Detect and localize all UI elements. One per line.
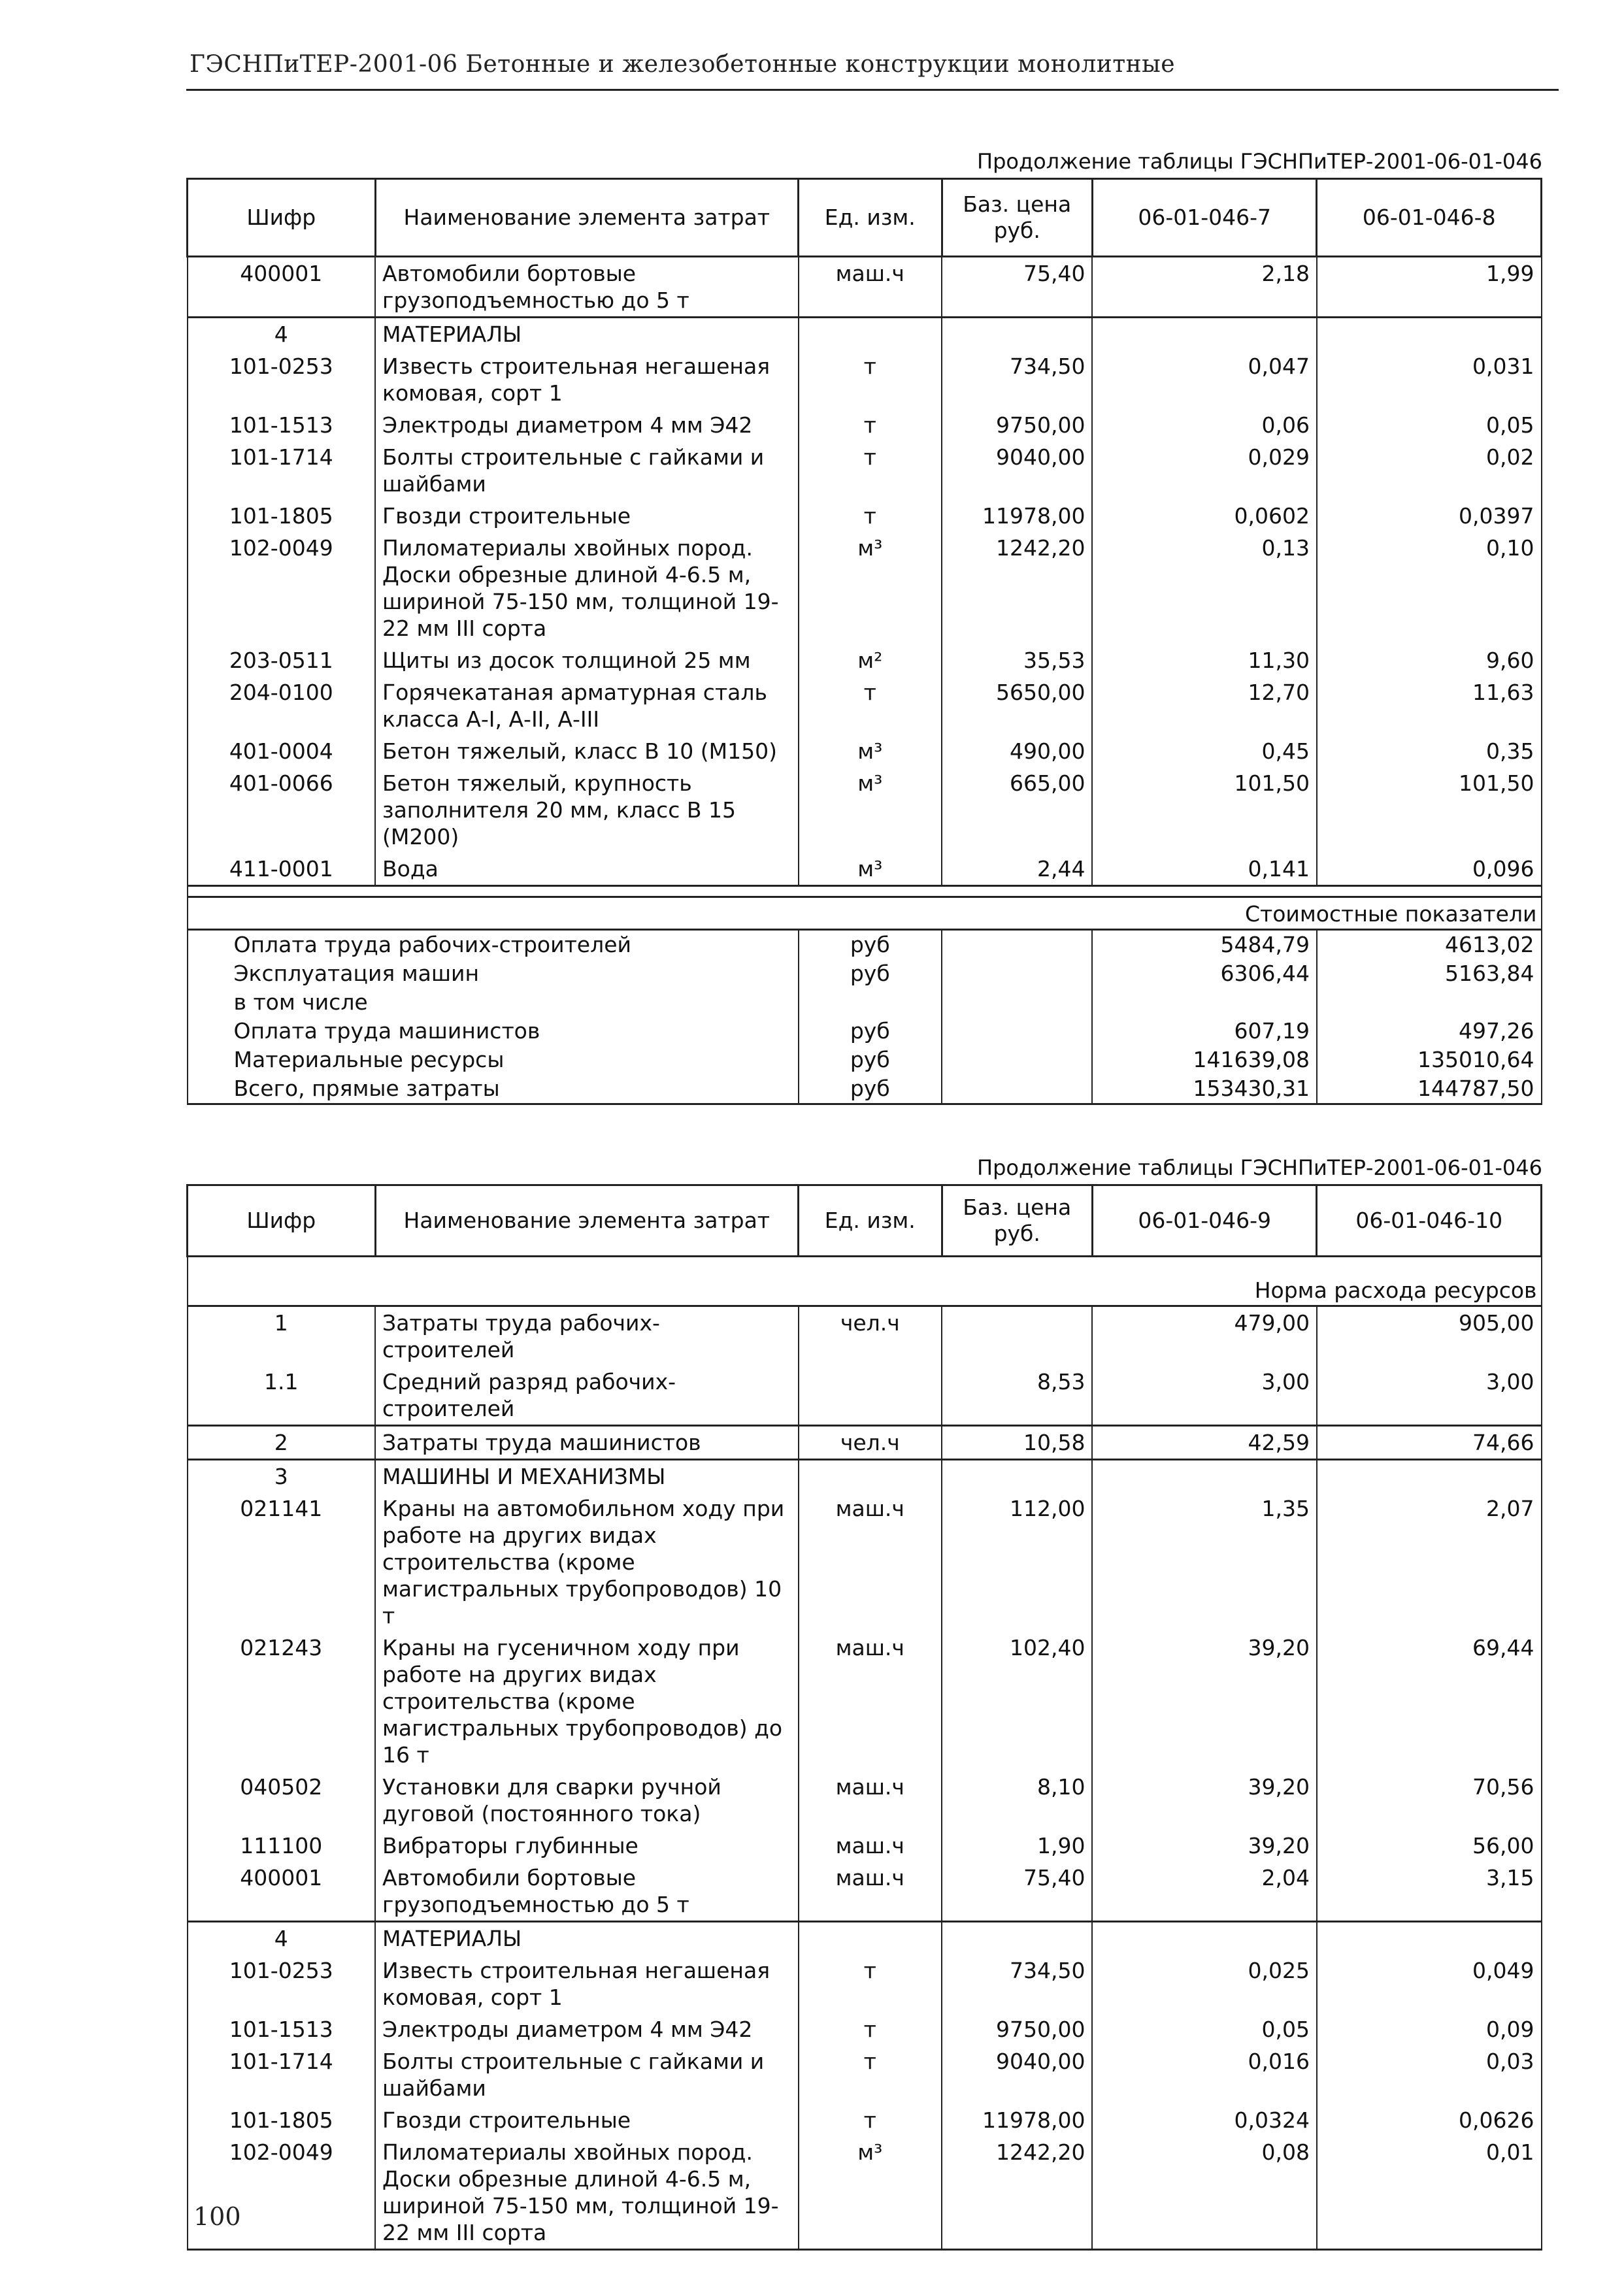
- table-row: [188, 853, 1542, 886]
- value-cell: 5163,84: [1317, 959, 1542, 988]
- value-cell: 3,15: [1317, 1862, 1542, 1922]
- table-row: [188, 1493, 1542, 1632]
- code-cell: 411-0001: [188, 853, 376, 886]
- value-cell: [1317, 1460, 1542, 1493]
- name-cell: Бетон тяжелый, класс В 10 (М150): [375, 735, 799, 767]
- table-row: [188, 318, 1542, 351]
- page-number: 100: [193, 2202, 241, 2231]
- value-cell: 144787,50: [1317, 1074, 1542, 1104]
- spacer-cell: [188, 886, 1542, 897]
- unit-cell: т: [799, 1955, 942, 2013]
- unit-cell: м³: [799, 767, 942, 853]
- code-cell: 101-0253: [188, 1955, 376, 2013]
- value-cell: 2,07: [1317, 1493, 1542, 1632]
- value-cell: 2,04: [1092, 1862, 1317, 1922]
- code-cell: 400001: [188, 257, 376, 318]
- value-cell: 0,09: [1317, 2013, 1542, 2045]
- code-cell: 101-1805: [188, 2104, 376, 2136]
- section-row: [188, 897, 1542, 930]
- table-row: [188, 350, 1542, 409]
- table-row: [188, 1922, 1542, 1955]
- unit-cell: м³: [799, 853, 942, 886]
- value-cell: 4613,02: [1317, 930, 1542, 960]
- empty-cell: [942, 1046, 1092, 1074]
- price-cell: 102,40: [942, 1632, 1092, 1771]
- price-cell: 11978,00: [942, 500, 1092, 532]
- value-cell: 39,20: [1092, 1771, 1317, 1830]
- unit-cell: маш.ч: [799, 1632, 942, 1771]
- table-row: [188, 676, 1542, 735]
- name-cell: Пиломатериалы хвойных пород. Доски обрезные длиной 4-6.5 м, шириной 75-150 мм, толщиной 19-22 мм III сорта: [375, 2136, 799, 2250]
- price-cell: 8,53: [942, 1366, 1092, 1426]
- value-cell: 0,02: [1317, 441, 1542, 500]
- table-row: [188, 409, 1542, 441]
- price-cell: [942, 318, 1092, 351]
- unit-cell: т: [799, 2045, 942, 2104]
- value-cell: 1,35: [1092, 1493, 1317, 1632]
- value-cell: [1092, 318, 1317, 351]
- name-cell: Щиты из досок толщиной 25 мм: [375, 644, 799, 676]
- price-cell: 665,00: [942, 767, 1092, 853]
- cost-name: Оплата труда рабочих-строителей: [188, 930, 799, 960]
- section-row: [188, 1257, 1542, 1306]
- value-cell: 2,18: [1092, 257, 1317, 318]
- name-cell: Установки для сварки ручной дуговой (постоянного тока): [375, 1771, 799, 1830]
- unit-cell: т: [799, 350, 942, 409]
- unit-cell: маш.ч: [799, 1830, 942, 1862]
- column-header: Шифр: [188, 1185, 376, 1257]
- running-header: ГЭСНПиТЕР-2001-06 Бетонные и железобетонные конструкции монолитные: [190, 51, 1176, 78]
- value-cell: 607,19: [1092, 1017, 1317, 1046]
- table-row: [188, 2136, 1542, 2250]
- unit-cell: руб: [799, 930, 942, 960]
- column-header: Баз. цена руб.: [942, 179, 1092, 257]
- cost-row: [188, 1074, 1542, 1104]
- unit-cell: [799, 988, 942, 1017]
- name-cell: Краны на гусеничном ходу при работе на других видах строительства (кроме магистральных трубопроводов) до 16 т: [375, 1632, 799, 1771]
- unit-cell: м²: [799, 644, 942, 676]
- price-cell: 75,40: [942, 257, 1092, 318]
- value-cell: 3,00: [1092, 1366, 1317, 1426]
- price-cell: 9750,00: [942, 409, 1092, 441]
- cost-row: [188, 1046, 1542, 1074]
- value-cell: [1092, 1460, 1317, 1493]
- value-cell: 0,096: [1317, 853, 1542, 886]
- value-cell: 0,05: [1317, 409, 1542, 441]
- table-row: [188, 2013, 1542, 2045]
- price-cell: 2,44: [942, 853, 1092, 886]
- cost-name: Оплата труда машинистов: [188, 1017, 799, 1046]
- price-cell: 1242,20: [942, 2136, 1092, 2250]
- value-cell: [1317, 1922, 1542, 1955]
- column-header: 06-01-046-9: [1092, 1185, 1317, 1257]
- table-row: [188, 1460, 1542, 1493]
- value-cell: 56,00: [1317, 1830, 1542, 1862]
- value-cell: 0,0324: [1092, 2104, 1317, 2136]
- value-cell: 42,59: [1092, 1426, 1317, 1460]
- value-cell: 0,047: [1092, 350, 1317, 409]
- code-cell: 400001: [188, 1862, 376, 1922]
- value-cell: 0,08: [1092, 2136, 1317, 2250]
- value-cell: 479,00: [1092, 1306, 1317, 1366]
- table1: [186, 178, 1542, 1105]
- value-cell: 9,60: [1317, 644, 1542, 676]
- unit-cell: руб: [799, 1017, 942, 1046]
- table1-caption: Продолжение таблицы ГЭСНПиТЕР-2001-06-01-046: [977, 149, 1542, 174]
- price-cell: 1,90: [942, 1830, 1092, 1862]
- column-header: Наименование элемента затрат: [375, 1185, 799, 1257]
- code-cell: 021141: [188, 1493, 376, 1632]
- value-cell: 39,20: [1092, 1632, 1317, 1771]
- value-cell: 6306,44: [1092, 959, 1317, 988]
- name-cell: Вибраторы глубинные: [375, 1830, 799, 1862]
- unit-cell: [799, 1922, 942, 1955]
- value-cell: 0,0626: [1317, 2104, 1542, 2136]
- empty-cell: [942, 1017, 1092, 1046]
- name-cell: Болты строительные с гайками и шайбами: [375, 441, 799, 500]
- table-row: [188, 1366, 1542, 1426]
- value-cell: 0,025: [1092, 1955, 1317, 2013]
- code-cell: 102-0049: [188, 532, 376, 644]
- value-cell: 0,13: [1092, 532, 1317, 644]
- table-row: [188, 1306, 1542, 1366]
- value-cell: 0,016: [1092, 2045, 1317, 2104]
- price-cell: 9040,00: [942, 441, 1092, 500]
- value-cell: 11,30: [1092, 644, 1317, 676]
- table-row: [188, 1632, 1542, 1771]
- price-cell: 8,10: [942, 1771, 1092, 1830]
- price-cell: [942, 1922, 1092, 1955]
- unit-cell: м³: [799, 532, 942, 644]
- code-cell: 203-0511: [188, 644, 376, 676]
- unit-cell: м³: [799, 735, 942, 767]
- table-row: [188, 1830, 1542, 1862]
- unit-cell: т: [799, 409, 942, 441]
- section-label: Норма расхода ресурсов: [188, 1257, 1542, 1306]
- column-header: Шифр: [188, 179, 376, 257]
- code-cell: 101-1714: [188, 441, 376, 500]
- value-cell: 0,35: [1317, 735, 1542, 767]
- table-row: [188, 257, 1542, 318]
- code-cell: 4: [188, 318, 376, 351]
- price-cell: 734,50: [942, 1955, 1092, 2013]
- name-cell: Средний разряд рабочих-строителей: [375, 1366, 799, 1426]
- code-cell: 401-0004: [188, 735, 376, 767]
- code-cell: 4: [188, 1922, 376, 1955]
- cost-name: в том числе: [188, 988, 799, 1017]
- column-header: 06-01-046-8: [1317, 179, 1542, 257]
- value-cell: [1317, 318, 1542, 351]
- price-cell: 490,00: [942, 735, 1092, 767]
- price-cell: 11978,00: [942, 2104, 1092, 2136]
- value-cell: 0,03: [1317, 2045, 1542, 2104]
- name-cell: Гвозди строительные: [375, 2104, 799, 2136]
- unit-cell: т: [799, 441, 942, 500]
- price-cell: 112,00: [942, 1493, 1092, 1632]
- unit-cell: руб: [799, 959, 942, 988]
- code-cell: 021243: [188, 1632, 376, 1771]
- unit-cell: чел.ч: [799, 1306, 942, 1366]
- price-cell: 10,58: [942, 1426, 1092, 1460]
- unit-cell: т: [799, 2104, 942, 2136]
- table-row: [188, 735, 1542, 767]
- table2: [186, 1184, 1542, 2251]
- cost-name: Материальные ресурсы: [188, 1046, 799, 1074]
- price-cell: 1242,20: [942, 532, 1092, 644]
- value-cell: 3,00: [1317, 1366, 1542, 1426]
- price-cell: 9040,00: [942, 2045, 1092, 2104]
- value-cell: 101,50: [1317, 767, 1542, 853]
- price-cell: 5650,00: [942, 676, 1092, 735]
- value-cell: 153430,31: [1092, 1074, 1317, 1104]
- price-cell: 734,50: [942, 350, 1092, 409]
- code-cell: 2: [188, 1426, 376, 1460]
- value-cell: 5484,79: [1092, 930, 1317, 960]
- table-row: [188, 500, 1542, 532]
- unit-cell: маш.ч: [799, 1771, 942, 1830]
- empty-cell: [942, 959, 1092, 988]
- table-row: [188, 441, 1542, 500]
- value-cell: 0,049: [1317, 1955, 1542, 2013]
- table-row: [188, 2045, 1542, 2104]
- unit-cell: м³: [799, 2136, 942, 2250]
- name-cell: Электроды диаметром 4 мм Э42: [375, 2013, 799, 2045]
- name-cell: Известь строительная негашеная комовая, сорт 1: [375, 1955, 799, 2013]
- name-cell: МАТЕРИАЛЫ: [375, 318, 799, 351]
- unit-cell: т: [799, 2013, 942, 2045]
- name-cell: Вода: [375, 853, 799, 886]
- unit-cell: руб: [799, 1074, 942, 1104]
- unit-cell: т: [799, 500, 942, 532]
- cost-row: [188, 988, 1542, 1017]
- unit-cell: чел.ч: [799, 1426, 942, 1460]
- value-cell: 0,0397: [1317, 500, 1542, 532]
- empty-cell: [942, 1074, 1092, 1104]
- unit-cell: маш.ч: [799, 257, 942, 318]
- empty-cell: [942, 988, 1092, 1017]
- value-cell: 141639,08: [1092, 1046, 1317, 1074]
- empty-cell: [942, 930, 1092, 960]
- table-row: [188, 1955, 1542, 2013]
- code-cell: 102-0049: [188, 2136, 376, 2250]
- table-row: [188, 532, 1542, 644]
- code-cell: 401-0066: [188, 767, 376, 853]
- spacer-row: [188, 886, 1542, 897]
- code-cell: 101-1805: [188, 500, 376, 532]
- code-cell: 1: [188, 1306, 376, 1366]
- table-row: [188, 1862, 1542, 1922]
- value-cell: 39,20: [1092, 1830, 1317, 1862]
- value-cell: 0,01: [1317, 2136, 1542, 2250]
- code-cell: 101-1513: [188, 2013, 376, 2045]
- value-cell: 0,45: [1092, 735, 1317, 767]
- value-cell: [1092, 1922, 1317, 1955]
- code-cell: 101-1714: [188, 2045, 376, 2104]
- code-cell: 3: [188, 1460, 376, 1493]
- table-row: [188, 1426, 1542, 1460]
- name-cell: Бетон тяжелый, крупность заполнителя 20 мм, класс В 15 (М200): [375, 767, 799, 853]
- table-row: [188, 2104, 1542, 2136]
- unit-cell: руб: [799, 1046, 942, 1074]
- value-cell: 70,56: [1317, 1771, 1542, 1830]
- name-cell: Автомобили бортовые грузоподъемностью до 5 т: [375, 257, 799, 318]
- code-cell: 101-1513: [188, 409, 376, 441]
- value-cell: 74,66: [1317, 1426, 1542, 1460]
- table-row: [188, 1771, 1542, 1830]
- table2-caption: Продолжение таблицы ГЭСНПиТЕР-2001-06-01-046: [977, 1155, 1542, 1180]
- table-row: [188, 644, 1542, 676]
- name-cell: Известь строительная негашеная комовая, сорт 1: [375, 350, 799, 409]
- value-cell: 905,00: [1317, 1306, 1542, 1366]
- cost-name: Всего, прямые затраты: [188, 1074, 799, 1104]
- name-cell: Затраты труда рабочих-строителей: [375, 1306, 799, 1366]
- name-cell: Электроды диаметром 4 мм Э42: [375, 409, 799, 441]
- price-cell: 35,53: [942, 644, 1092, 676]
- value-cell: 11,63: [1317, 676, 1542, 735]
- value-cell: 12,70: [1092, 676, 1317, 735]
- price-cell: 75,40: [942, 1862, 1092, 1922]
- column-header: 06-01-046-10: [1317, 1185, 1542, 1257]
- value-cell: 0,141: [1092, 853, 1317, 886]
- column-header: 06-01-046-7: [1092, 179, 1317, 257]
- name-cell: Автомобили бортовые грузоподъемностью до 5 т: [375, 1862, 799, 1922]
- value-cell: 0,05: [1092, 2013, 1317, 2045]
- value-cell: 69,44: [1317, 1632, 1542, 1771]
- value-cell: [1317, 988, 1542, 1017]
- name-cell: Пиломатериалы хвойных пород. Доски обрезные длиной 4-6.5 м, шириной 75-150 мм, толщиной 19-22 мм III сорта: [375, 532, 799, 644]
- value-cell: 497,26: [1317, 1017, 1542, 1046]
- price-cell: [942, 1306, 1092, 1366]
- value-cell: 0,06: [1092, 409, 1317, 441]
- value-cell: [1092, 988, 1317, 1017]
- column-header: Баз. цена руб.: [942, 1185, 1092, 1257]
- table-row: [188, 767, 1542, 853]
- column-header: Ед. изм.: [799, 1185, 942, 1257]
- code-cell: 1.1: [188, 1366, 376, 1426]
- header-rule: [186, 89, 1559, 91]
- value-cell: 101,50: [1092, 767, 1317, 853]
- value-cell: 0,0602: [1092, 500, 1317, 532]
- table2-header-row: [188, 1185, 1542, 1257]
- name-cell: МАТЕРИАЛЫ: [375, 1922, 799, 1955]
- cost-row: [188, 1017, 1542, 1046]
- value-cell: 0,031: [1317, 350, 1542, 409]
- code-cell: 040502: [188, 1771, 376, 1830]
- code-cell: 101-0253: [188, 350, 376, 409]
- unit-cell: [799, 1366, 942, 1426]
- unit-cell: т: [799, 676, 942, 735]
- value-cell: 135010,64: [1317, 1046, 1542, 1074]
- name-cell: Болты строительные с гайками и шайбами: [375, 2045, 799, 2104]
- price-cell: 9750,00: [942, 2013, 1092, 2045]
- unit-cell: [799, 1460, 942, 1493]
- column-header: Ед. изм.: [799, 179, 942, 257]
- name-cell: Затраты труда машинистов: [375, 1426, 799, 1460]
- name-cell: Гвозди строительные: [375, 500, 799, 532]
- name-cell: Горячекатаная арматурная сталь класса А-I, А-II, А-III: [375, 676, 799, 735]
- table1-header-row: [188, 179, 1542, 257]
- column-header: Наименование элемента затрат: [375, 179, 799, 257]
- value-cell: 0,10: [1317, 532, 1542, 644]
- name-cell: МАШИНЫ И МЕХАНИЗМЫ: [375, 1460, 799, 1493]
- cost-row: [188, 930, 1542, 960]
- cost-name: Эксплуатация машин: [188, 959, 799, 988]
- value-cell: 0,029: [1092, 441, 1317, 500]
- name-cell: Краны на автомобильном ходу при работе на других видах строительства (кроме магистральных трубопроводов) 10 т: [375, 1493, 799, 1632]
- price-cell: [942, 1460, 1092, 1493]
- cost-row: [188, 959, 1542, 988]
- unit-cell: [799, 318, 942, 351]
- section-label: Стоимостные показатели: [188, 897, 1542, 930]
- code-cell: 204-0100: [188, 676, 376, 735]
- value-cell: 1,99: [1317, 257, 1542, 318]
- code-cell: 111100: [188, 1830, 376, 1862]
- unit-cell: маш.ч: [799, 1493, 942, 1632]
- unit-cell: маш.ч: [799, 1862, 942, 1922]
